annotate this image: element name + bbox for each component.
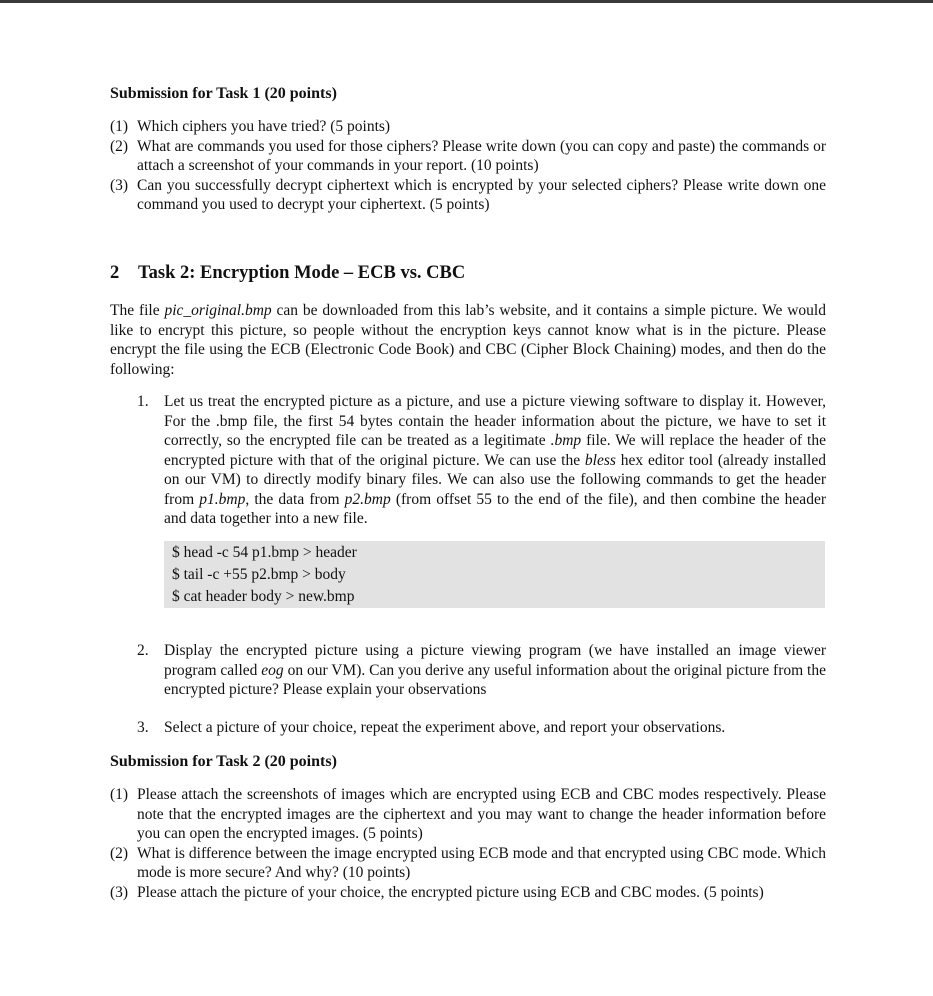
step-list-3: [137, 718, 826, 738]
item-text: Which ciphers you have tried? (5 points): [137, 118, 391, 135]
section-title: Task 2: Encryption Mode – ECB vs. CBC: [138, 263, 466, 283]
item-number: (3): [110, 176, 129, 194]
task2-submission-list: [110, 785, 826, 902]
item-text: Can you successfully decrypt ciphertext which is encrypted by your selected ciphers? Please write down one command you used to decrypt your ciphertext. (5 points): [137, 176, 826, 213]
item-number: (1): [110, 786, 129, 803]
list-item: 1. Let us treat the encrypted picture as a picture, and use a picture viewing software to display it. However, For the .bmp file, the first 54 bytes contain the header information about the picture, we have to set it correctly, so the encrypted file can be treated as a legitimate .bmp file. We will replace the header of the encrypted picture with that of the original picture. We can use the bless hex editor tool (already installed on our VM) to directly modify binary files. We can also use the following commands to get the header from p1.bmp, the data from p2.bmp (from offset 55 to the end of the file), and then combine the header and data together into a new file.: [137, 393, 826, 527]
item-text: What are commands you used for those ciphers? Please write down (you can copy and paste) the commands or attach a screenshot of your commands in your report. (10 points): [137, 137, 826, 174]
list-item: [110, 883, 826, 903]
list-item: [110, 137, 826, 176]
task2-submission-heading: Submission for Task 2 (20 points): [110, 753, 337, 770]
section-heading: [110, 262, 465, 284]
item-number: (2): [110, 844, 129, 862]
code-line: $ head -c 54 p1.bmp > header: [172, 544, 357, 561]
section-number: 2: [110, 263, 120, 283]
step-list-1: [137, 392, 826, 529]
filename: pic_original.bmp: [164, 302, 272, 319]
list-item: [110, 844, 826, 883]
item-text: Please attach the picture of your choice, the encrypted picture using ECB and CBC modes. (5 points): [137, 883, 764, 901]
list-item: [110, 176, 826, 215]
code-block: [164, 541, 825, 608]
step-list-2: [137, 641, 826, 700]
list-item: [110, 117, 826, 137]
task1-submission-heading: Submission for Task 1 (20 points): [110, 85, 337, 102]
item-number: 1.: [137, 393, 149, 410]
top-border: [0, 0, 933, 3]
code-line: $ tail -c +55 p2.bmp > body: [172, 566, 346, 583]
list-item: [110, 785, 826, 844]
item-number: (2): [110, 137, 129, 155]
item-text: What is difference between the image encrypted using ECB mode and that encrypted using CBC mode. Which mode is more secure? And why? (10 points): [137, 844, 826, 881]
list-item: [137, 718, 826, 738]
item-number: (3): [110, 883, 129, 901]
task1-submission-list: [110, 117, 826, 215]
item-number: 2.: [137, 642, 149, 659]
item-number: (1): [110, 118, 129, 135]
item-number: 3.: [137, 719, 149, 736]
code-line: $ cat header body > new.bmp: [172, 588, 355, 605]
item-text: Select a picture of your choice, repeat the experiment above, and report your observations.: [164, 719, 726, 736]
item-text: Please attach the screenshots of images which are encrypted using ECB and CBC modes respectively. Please note that the encrypted images are the ciphertext and you may want to change the header information before you can open the encrypted images. (5 points): [137, 786, 826, 842]
list-item: 2. Display the encrypted picture using a picture viewing program (we have installed an image viewer program called eog on our VM). Can you derive any useful information about the original picture from the encrypted picture? Please explain your observations: [137, 642, 826, 698]
intro-paragraph: The file pic_original.bmp can be downloaded from this lab’s website, and it contains a simple picture. We would like to encrypt this picture, so people without the encryption keys cannot know what is in the picture. Please encrypt the file using the ECB (Electronic Code Book) and CBC (Cipher Block Chaining) modes, and then do the following:: [110, 302, 826, 378]
